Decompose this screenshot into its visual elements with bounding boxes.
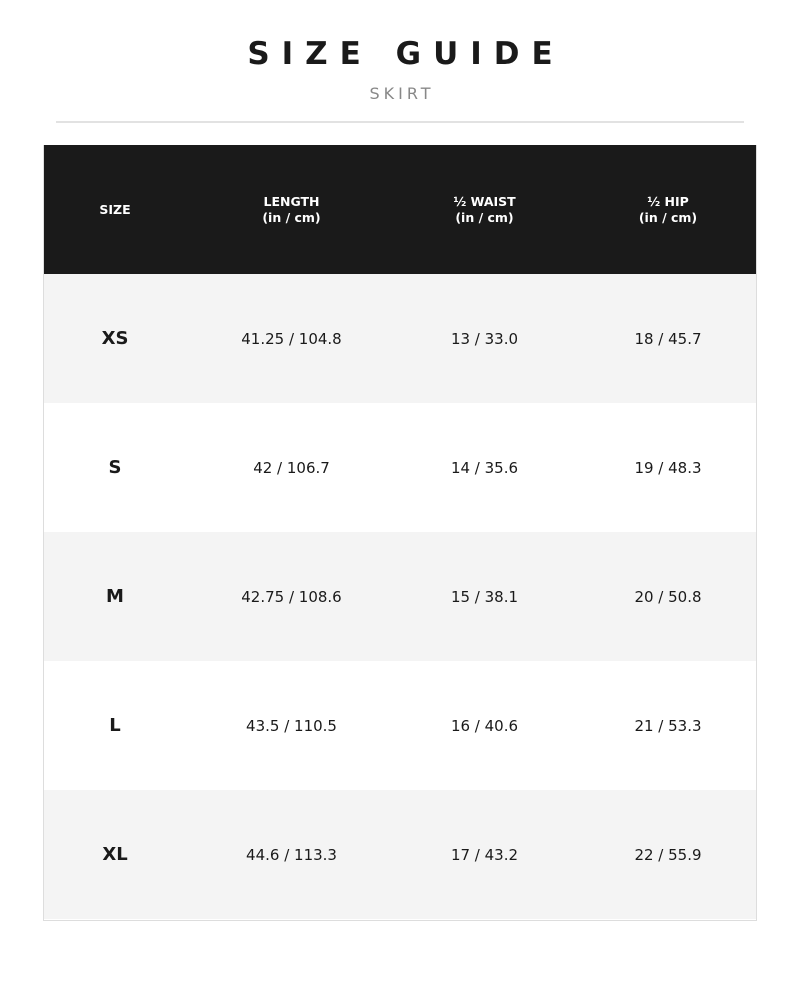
column-header-length — [212, 145, 371, 274]
size-cell: S — [108, 457, 122, 478]
column-header-unit: (in / cm) — [262, 209, 321, 225]
waist-cell: 16 / 40.6 — [450, 716, 519, 735]
page-title: SIZE GUIDE — [247, 36, 565, 72]
hip-cell: 19 / 48.3 — [634, 458, 702, 477]
page-subtitle: SKIRT — [369, 84, 435, 103]
column-header-unit: (in / cm) — [638, 209, 698, 225]
size-cell: XL — [102, 844, 128, 865]
length-cell: 44.6 / 113.3 — [246, 845, 337, 864]
size-cell: M — [106, 586, 124, 607]
table-row — [44, 790, 756, 919]
column-header-label: LENGTH — [263, 193, 320, 209]
length-cell: 41.25 / 104.8 — [241, 329, 342, 348]
waist-cell: 14 / 35.6 — [450, 458, 519, 477]
waist-cell: 15 / 38.1 — [450, 587, 519, 606]
table-row — [44, 661, 756, 790]
table-row — [44, 274, 756, 403]
hip-cell: 21 / 53.3 — [634, 716, 702, 735]
table-row — [44, 403, 756, 532]
length-cell: 42.75 / 108.6 — [241, 587, 342, 606]
column-header-size — [44, 145, 186, 274]
column-header-unit: (in / cm) — [455, 209, 514, 225]
column-header-label: SIZE — [99, 201, 131, 217]
size-cell: XS — [101, 328, 129, 349]
length-cell: 43.5 / 110.5 — [246, 716, 337, 735]
hip-cell: 18 / 45.7 — [634, 329, 702, 348]
hip-cell: 20 / 50.8 — [634, 587, 702, 606]
column-header-hip — [598, 145, 738, 274]
column-header-waist — [401, 145, 568, 274]
table-row — [44, 532, 756, 661]
waist-cell: 17 / 43.2 — [450, 845, 519, 864]
size-table — [43, 145, 757, 921]
column-header-label: ½ WAIST — [453, 193, 516, 209]
waist-cell: 13 / 33.0 — [450, 329, 519, 348]
hip-cell: 22 / 55.9 — [634, 845, 702, 864]
length-cell: 42 / 106.7 — [253, 458, 330, 477]
size-cell: L — [109, 715, 121, 736]
column-header-label: ½ HIP — [647, 193, 689, 209]
table-header — [44, 145, 756, 274]
header-divider — [56, 121, 744, 123]
